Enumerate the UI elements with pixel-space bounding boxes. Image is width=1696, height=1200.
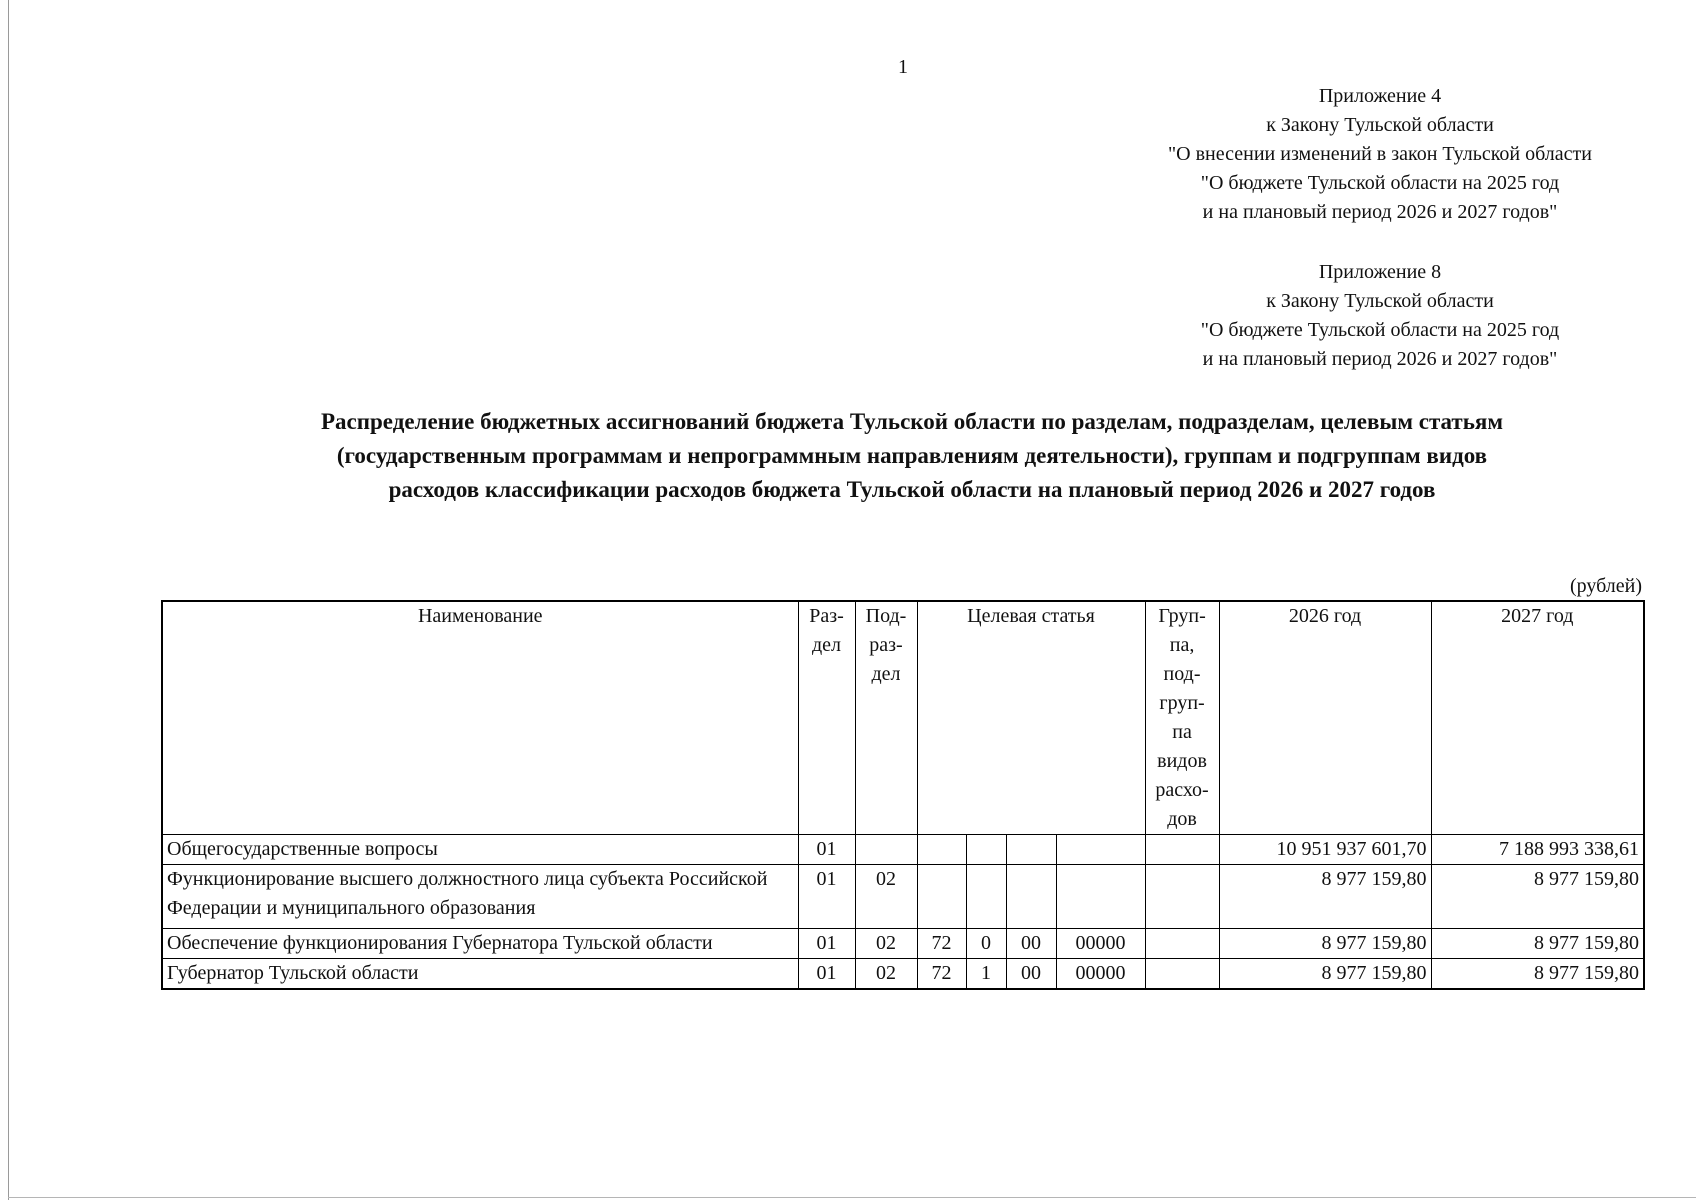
cell-target-main-event: 00 — [1006, 929, 1056, 959]
table-header-row — [162, 601, 1644, 835]
header-subsection-part: Под- — [865, 605, 907, 627]
header-section-part: дел — [811, 634, 842, 656]
title-line: (государственным программам и непрограммным направлениям деятельности), группам и подгруппам видов — [336, 443, 1488, 468]
cell-amount-2027: 8 977 159,80 — [1431, 959, 1644, 990]
header-group-part: груп- — [1159, 692, 1205, 714]
annex-4-line: к Закону Тульской области — [1266, 114, 1494, 136]
annex-4-line: и на плановый период 2026 и 2027 годов" — [1202, 201, 1558, 223]
header-year-2027: 2027 год — [1431, 601, 1644, 835]
cell-amount-2026: 8 977 159,80 — [1219, 959, 1431, 990]
header-section-part: Раз- — [809, 605, 844, 627]
header-year-2026: 2026 год — [1219, 601, 1431, 835]
cell-target-subprogram: 1 — [966, 959, 1006, 990]
cell-target-direction — [1056, 865, 1145, 929]
cell-amount-2026: 10 951 937 601,70 — [1219, 835, 1431, 865]
cell-amount-2027: 8 977 159,80 — [1431, 865, 1644, 929]
cell-target-subprogram — [966, 835, 1006, 865]
table-row — [162, 959, 1644, 990]
cell-target-direction — [1056, 835, 1145, 865]
annex-8-line: "О бюджете Тульской области на 2025 год — [1200, 319, 1560, 341]
cell-name: Функционирование высшего должностного лица субъекта Российской Федерации и муниципального образования — [162, 865, 798, 929]
cell-section: 01 — [798, 835, 855, 865]
header-subsection-part: дел — [871, 663, 901, 685]
cell-subsection: 02 — [855, 929, 917, 959]
title-line: расходов классификации расходов бюджета Тульской области на плановый период 2026 и 2027 годов — [388, 477, 1436, 502]
cell-name: Общегосударственные вопросы — [162, 835, 798, 865]
cell-subsection — [855, 835, 917, 865]
cell-target-program: 72 — [917, 959, 966, 990]
header-group-part: видов — [1157, 750, 1207, 772]
header-group-part: Груп- — [1158, 605, 1206, 627]
cell-target-program — [917, 835, 966, 865]
cell-target-subprogram — [966, 865, 1006, 929]
annex-4-block — [1120, 82, 1640, 227]
units-label: (рублей) — [1569, 575, 1642, 597]
cell-name: Губернатор Тульской области — [162, 959, 798, 990]
cell-target-subprogram: 0 — [966, 929, 1006, 959]
document-title — [170, 405, 1654, 507]
cell-amount-2026: 8 977 159,80 — [1219, 929, 1431, 959]
table-row — [162, 835, 1644, 865]
header-target-article: Целевая статья — [917, 601, 1145, 835]
cell-target-program: 72 — [917, 929, 966, 959]
header-subsection — [855, 601, 917, 835]
header-section — [798, 601, 855, 835]
header-group-part: дов — [1167, 808, 1197, 830]
budget-table — [161, 600, 1645, 990]
annex-4-line: "О внесении изменений в закон Тульской области — [1168, 143, 1592, 165]
header-name: Наименование — [162, 601, 798, 835]
header-group-part: па, — [1169, 634, 1195, 656]
header-group-part: под- — [1163, 663, 1201, 685]
page-number: 1 — [898, 56, 908, 78]
cell-target-direction: 00000 — [1056, 929, 1145, 959]
cell-target-main-event: 00 — [1006, 959, 1056, 990]
cell-group — [1145, 865, 1219, 929]
header-group — [1145, 601, 1219, 835]
cell-target-main-event — [1006, 865, 1056, 929]
title-line: Распределение бюджетных ассигнований бюджета Тульской области по разделам, подразделам, целевым статьям — [321, 409, 1503, 434]
annex-8-block — [1120, 258, 1640, 374]
cell-name: Обеспечение функционирования Губернатора Тульской области — [162, 929, 798, 959]
table-row — [162, 929, 1644, 959]
header-group-part: расхо- — [1155, 779, 1209, 801]
annex-4-line: "О бюджете Тульской области на 2025 год — [1200, 172, 1560, 194]
cell-amount-2026: 8 977 159,80 — [1219, 865, 1431, 929]
cell-amount-2027: 8 977 159,80 — [1431, 929, 1644, 959]
header-subsection-part: раз- — [869, 634, 903, 656]
cell-section: 01 — [798, 959, 855, 990]
cell-subsection: 02 — [855, 959, 917, 990]
annex-8-line: и на плановый период 2026 и 2027 годов" — [1202, 348, 1558, 370]
cell-group — [1145, 929, 1219, 959]
cell-subsection: 02 — [855, 865, 917, 929]
cell-group — [1145, 959, 1219, 990]
cell-group — [1145, 835, 1219, 865]
cell-section: 01 — [798, 929, 855, 959]
annex-4-line: Приложение 4 — [1318, 85, 1442, 107]
cell-target-direction: 00000 — [1056, 959, 1145, 990]
header-group-part: па — [1172, 721, 1192, 743]
cell-amount-2027: 7 188 993 338,61 — [1431, 835, 1644, 865]
table-row — [162, 865, 1644, 929]
cell-target-program — [917, 865, 966, 929]
annex-8-line: к Закону Тульской области — [1266, 290, 1494, 312]
scan-bottom-edge — [8, 1197, 1696, 1198]
annex-8-line: Приложение 8 — [1318, 261, 1442, 283]
cell-section: 01 — [798, 865, 855, 929]
scan-left-edge — [8, 0, 9, 1200]
cell-target-main-event — [1006, 835, 1056, 865]
